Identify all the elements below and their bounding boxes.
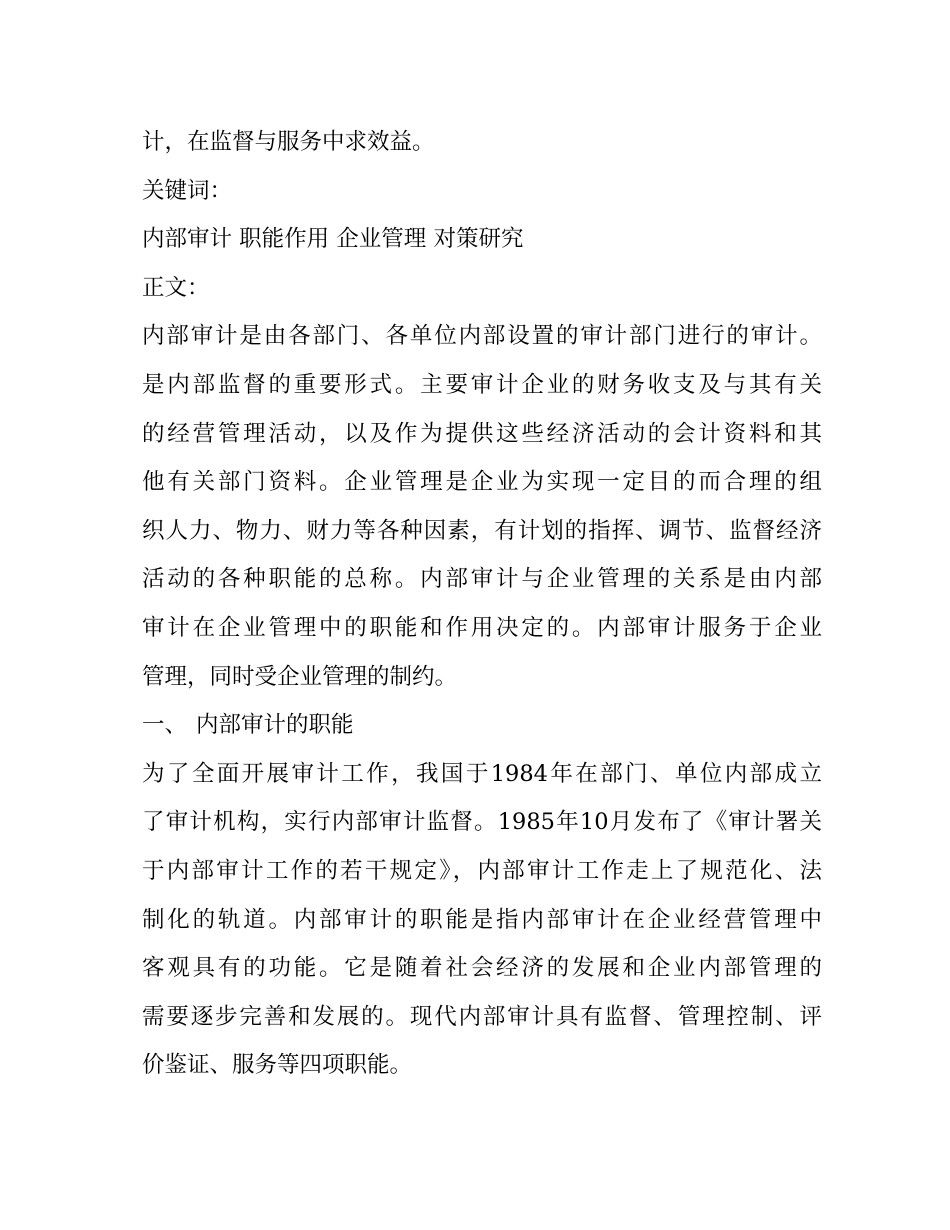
keywords-label: 关键词： <box>142 177 233 204</box>
section-title: 内部审计的职能 <box>196 712 354 739</box>
paragraph-line: 是内部监督的重要形式。主要审计企业的财务收支及与其有关 <box>142 371 822 398</box>
paragraph-line: 了审计机构，实行内部审计监督。1985年10月发布了《审计署关 <box>142 809 822 836</box>
paragraph-line: 需要逐步完善和发展的。现代内部审计具有监督、管理控制、评 <box>142 1003 822 1030</box>
paragraph-line: 活动的各种职能的总称。内部审计与企业管理的关系是由内部 <box>142 566 822 593</box>
document-body <box>142 118 822 1090</box>
paragraph-line: 客观具有的功能。它是随着社会经济的发展和企业内部管理的 <box>142 955 822 982</box>
paragraph-line: 审计在企业管理中的职能和作用决定的。内部审计服务于企业 <box>142 614 822 641</box>
paragraph-1 <box>142 312 822 701</box>
paragraph-line: 的经营管理活动，以及作为提供这些经济活动的会计资料和其 <box>142 420 822 447</box>
section-heading <box>142 701 822 750</box>
paragraph-line: 内部审计是由各部门、各单位内部设置的审计部门进行的审计。 <box>142 323 822 350</box>
body-label: 正文： <box>142 274 210 301</box>
paragraph-line: 他有关部门资料。企业管理是企业为实现一定目的而合理的组 <box>142 469 822 496</box>
paragraph-line: 为了全面开展审计工作，我国于1984年在部门、单位内部成立 <box>142 760 822 787</box>
keywords-line: 内部审计 职能作用 企业管理 对策研究 <box>142 226 524 253</box>
paragraph-line: 于内部审计工作的若干规定》，内部审计工作走上了规范化、法 <box>142 857 822 884</box>
paragraph-line: 价鉴证、服务等四项职能。 <box>142 1052 413 1079</box>
paragraph-line: 织人力、物力、财力等各种因素，有计划的指挥、调节、监督经济 <box>142 517 822 544</box>
paragraph-2 <box>142 750 822 1090</box>
paragraph-line: 管理，同时受企业管理的制约。 <box>142 663 458 690</box>
paragraph-line: 制化的轨道。内部审计的职能是指内部审计在企业经营管理中 <box>142 906 822 933</box>
section-number: 一、 <box>142 712 188 739</box>
intro-tail-line: 计，在监督与服务中求效益。 <box>142 129 435 155</box>
